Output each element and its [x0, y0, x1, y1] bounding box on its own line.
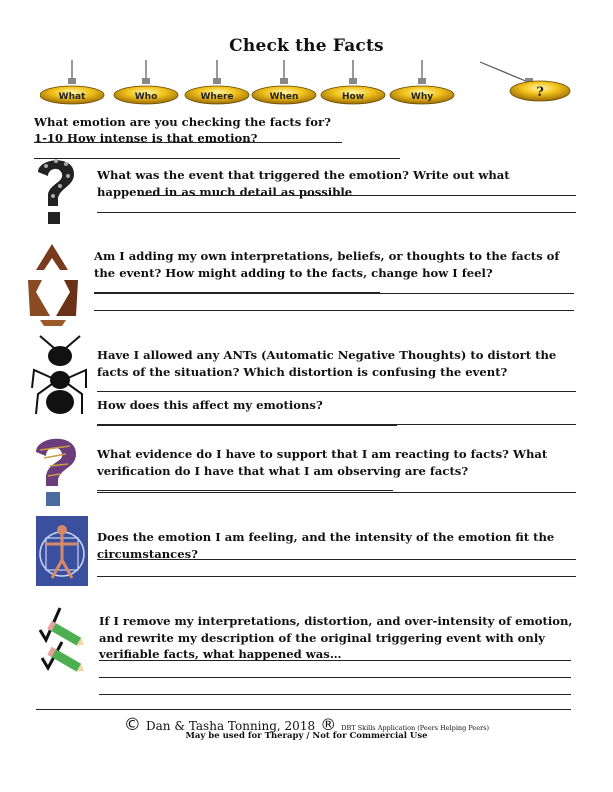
- section-rewrite-question: If I remove my interpretations, distortion, and over-intensity of emotion, and rewrite my description of the original triggering event with only verifiable facts, what happened was…: [99, 614, 573, 661]
- ornament-label: Why: [410, 92, 434, 102]
- svg-text:?: ?: [536, 85, 544, 100]
- ornament-why: [390, 60, 454, 104]
- answer-line[interactable]: [97, 212, 576, 213]
- section-fit-question: Does the emotion I am feeling, and the intensity of the emotion fit the circumstances?: [97, 530, 555, 561]
- recycle-arrows-icon: [22, 240, 84, 328]
- question-intensity: 1-10 How intense is that emotion?: [34, 130, 580, 163]
- ornament-label: What: [58, 92, 86, 102]
- section-evidence-question: What evidence do I have to support that I am reacting to facts? What verification do I have that what I am observing are facts?: [97, 446, 577, 496]
- footer-usage: May be used for Therapy / Not for Commercial Use: [185, 731, 428, 741]
- question-ornament-icon: [480, 62, 570, 101]
- question-emotion: What emotion are you checking the facts for?: [34, 114, 580, 147]
- check-pencil-icon: [36, 606, 84, 674]
- ornament-row: [40, 58, 580, 108]
- answer-line[interactable]: [36, 709, 571, 710]
- ornament-how: [321, 60, 385, 104]
- section-affect-question: How does this affect my emotions?: [97, 397, 577, 430]
- ornament-what: [40, 60, 104, 104]
- ornament-where: [185, 60, 249, 104]
- ornament-who: [114, 60, 178, 104]
- measuring-figure-icon: [36, 516, 88, 586]
- dotted-question-mark-icon: [32, 152, 80, 230]
- copyright-icon: ©: [123, 715, 141, 735]
- answer-line[interactable]: [99, 677, 571, 678]
- section-trigger-question: What was the event that triggered the emotion? Write out what happened in as much detail as possible: [97, 168, 510, 199]
- answer-line[interactable]: [99, 694, 571, 695]
- ant-icon: [30, 334, 88, 418]
- copyright-text: Dan & Tasha Tonning, 2018: [146, 719, 316, 733]
- registered-icon: ®: [320, 715, 337, 734]
- ornament-when: [252, 60, 316, 104]
- ornament-label: Where: [200, 92, 234, 102]
- answer-line[interactable]: [97, 576, 576, 577]
- section-ants-question: Have I allowed any ANTs (Automatic Negative Thoughts) to distort the facts of the situation? Which distortion is confusing the event?: [97, 347, 577, 397]
- answer-line[interactable]: [99, 660, 571, 661]
- ornament-label: When: [269, 92, 299, 102]
- answer-line[interactable]: [97, 391, 576, 392]
- page-title: Check the Facts: [229, 36, 384, 56]
- registered-text: DBT Skills Application (Peers Helping Peers): [341, 724, 490, 732]
- section-interpretations-question: Am I adding my own interpretations, beliefs, or thoughts to the facts of the event? How might adding to the facts, change how I feel?: [94, 248, 578, 298]
- answer-line[interactable]: [97, 559, 576, 560]
- ornament-label: How: [341, 92, 365, 102]
- answer-line[interactable]: [138, 195, 576, 196]
- answer-line[interactable]: [94, 293, 574, 294]
- answer-line[interactable]: [97, 424, 576, 425]
- word-question-mark-icon: [30, 432, 82, 510]
- ornament-label: Who: [134, 92, 158, 102]
- answer-line[interactable]: [97, 492, 576, 493]
- answer-line[interactable]: [94, 310, 574, 311]
